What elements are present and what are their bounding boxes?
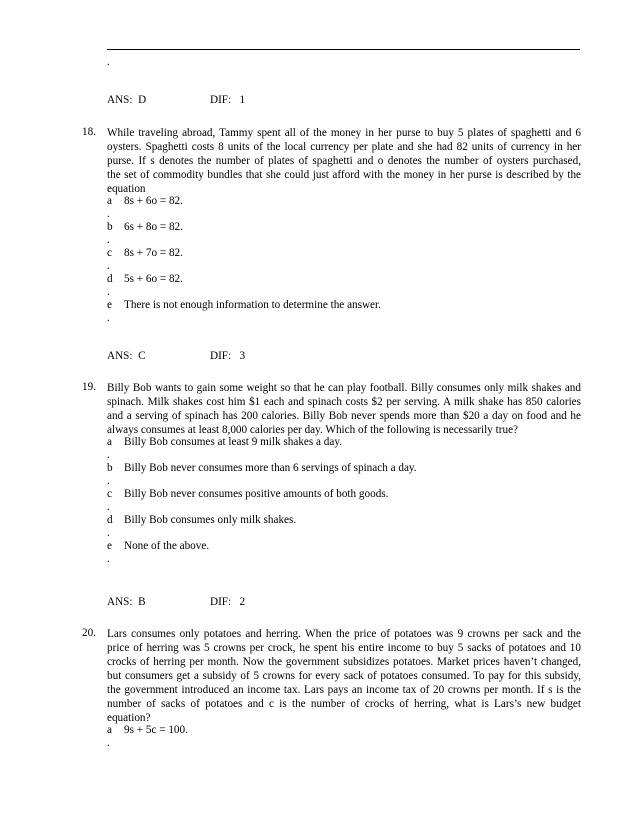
stem-line: the government introduced an income tax. Lars pays an income tax of 20 crowns per month. If s is the bbox=[107, 684, 581, 696]
stem-line: equation? bbox=[107, 712, 151, 724]
stem-line: purse. If s denotes the number of plates of spaghetti and o denotes the number of oysters purchased, bbox=[107, 155, 581, 167]
stem-line: Lars consumes only potatoes and herring. When the price of potatoes was 9 crowns per sack and the bbox=[107, 628, 581, 640]
difficulty-text: DIF: 3 bbox=[210, 350, 246, 362]
stem-line: While traveling abroad, Tammy spent all of the money in her purse to buy 5 plates of spaghetti and 6 bbox=[107, 127, 581, 139]
stem-line: number of sacks of potatoes and c is the number of crocks of herring, what is Lars’s new budget bbox=[107, 698, 581, 710]
stem-line: and a serving of spinach has 200 calories. Billy Bob never spends more than $20 a day on food and he bbox=[107, 410, 581, 422]
option-dot: . bbox=[107, 56, 110, 68]
answer-line bbox=[107, 596, 246, 608]
stem-line: equation bbox=[107, 183, 146, 195]
top-rule bbox=[107, 49, 580, 50]
stem-line: oysters. Spaghetti costs 8 units of the local currency per plate and she had 82 units of currency in her bbox=[107, 141, 581, 153]
stem-line: price of herring was 5 crowns per crock, he spent his entire income to buy 5 sacks of potatoes and 10 bbox=[107, 642, 581, 654]
stem-line: the set of commodity bundles that she could just afford with the money in her purse is described by the bbox=[107, 169, 581, 181]
question-number: 18. bbox=[82, 126, 96, 138]
stem-line: but consumers get a subsidy of 5 crowns for every sack of potatoes consumed. To pay for this subsidy, bbox=[107, 670, 581, 682]
difficulty-text: DIF: 2 bbox=[210, 596, 246, 608]
answer-text: ANS: D bbox=[107, 94, 147, 106]
question-number: 20. bbox=[82, 627, 96, 639]
question-number: 19. bbox=[82, 381, 96, 393]
difficulty-text: DIF: 1 bbox=[210, 94, 246, 106]
stem-line: crocks of herring per month. Now the government subsidizes potatoes. Market prices haven’t changed, bbox=[107, 656, 581, 668]
answer-line bbox=[107, 94, 246, 106]
answer-text: ANS: C bbox=[107, 350, 146, 362]
answer-text: ANS: B bbox=[107, 596, 146, 608]
stem-line: Billy Bob wants to gain some weight so that he can play football. Billy consumes only milk shakes and bbox=[107, 382, 581, 394]
stem-line: spinach. Milk shakes cost him $1 each and spinach costs $2 per serving. A milk shake has 850 calories bbox=[107, 396, 581, 408]
answer-line bbox=[107, 350, 246, 362]
stem-line: always consumes at least 8,000 calories per day. Which of the following is necessarily true? bbox=[107, 424, 519, 436]
